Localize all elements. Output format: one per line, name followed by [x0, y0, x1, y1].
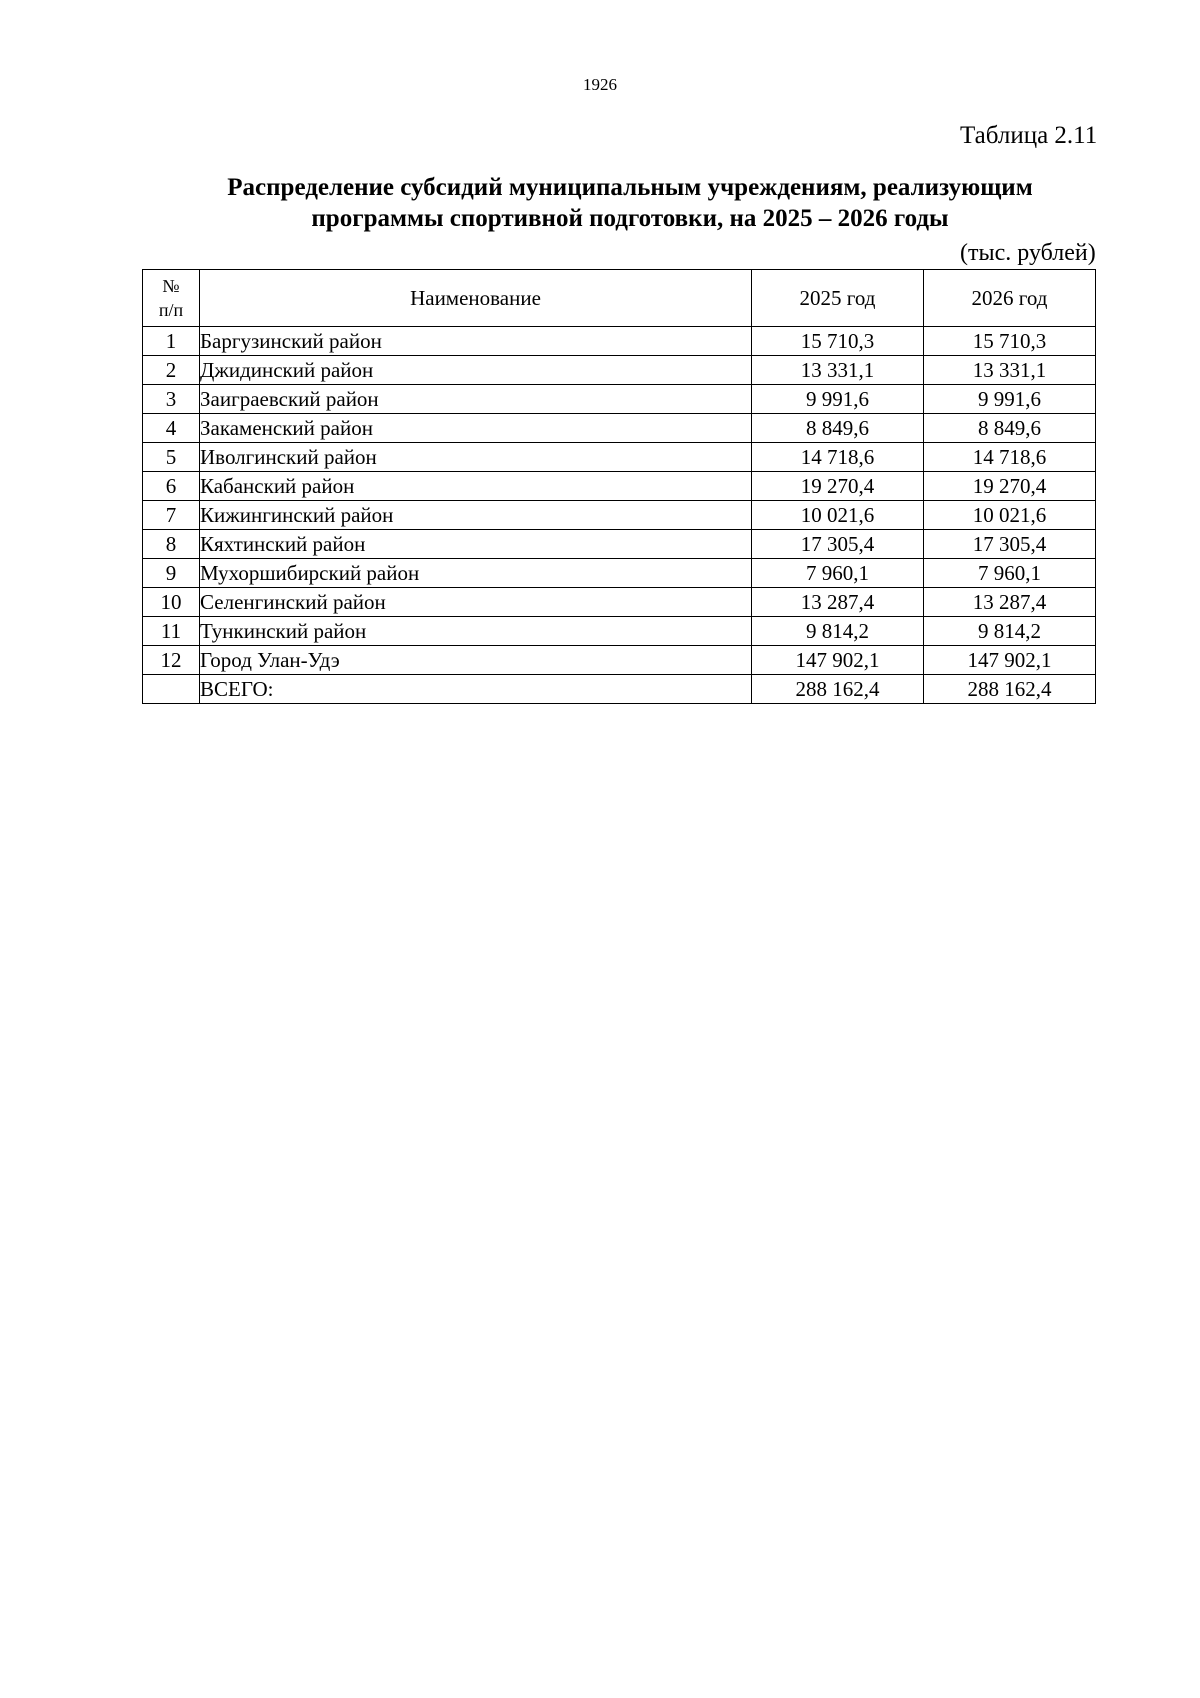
- amount-2025: 14 718,6: [752, 443, 924, 472]
- amount-2025: 15 710,3: [752, 327, 924, 356]
- amount-2025: 10 021,6: [752, 501, 924, 530]
- header-2025: 2025 год: [752, 270, 924, 327]
- row-number: 6: [143, 472, 200, 501]
- table-row: [143, 588, 1096, 617]
- title-line-2: программы спортивной подготовки, на 2025 – 2026 годы: [311, 205, 949, 232]
- units-label: (тыс. рублей): [960, 240, 1096, 266]
- amount-2026: 8 849,6: [924, 414, 1096, 443]
- amount-2026: 17 305,4: [924, 530, 1096, 559]
- row-number: 2: [143, 356, 200, 385]
- amount-2025: 288 162,4: [752, 675, 924, 704]
- amount-2025: 13 331,1: [752, 356, 924, 385]
- amount-2025: 9 991,6: [752, 385, 924, 414]
- amount-2025: 17 305,4: [752, 530, 924, 559]
- table-row: [143, 501, 1096, 530]
- table-body: [143, 327, 1096, 704]
- amount-2026: 19 270,4: [924, 472, 1096, 501]
- amount-2025: 147 902,1: [752, 646, 924, 675]
- municipality-name: Селенгинский район: [200, 588, 752, 617]
- amount-2026: 147 902,1: [924, 646, 1096, 675]
- table-row: [143, 646, 1096, 675]
- amount-2026: 13 287,4: [924, 588, 1096, 617]
- title-line-1: Распределение субсидий муниципальным учреждениям, реализующим: [227, 174, 1033, 201]
- table-total-row: [143, 675, 1096, 704]
- header-num: [143, 270, 200, 327]
- table-row: [143, 356, 1096, 385]
- amount-2026: 288 162,4: [924, 675, 1096, 704]
- amount-2026: 14 718,6: [924, 443, 1096, 472]
- row-number: 4: [143, 414, 200, 443]
- municipality-name: ВСЕГО:: [200, 675, 752, 704]
- header-2026: 2026 год: [924, 270, 1096, 327]
- row-number: 12: [143, 646, 200, 675]
- page-number: 1926: [583, 75, 617, 94]
- amount-2026: 13 331,1: [924, 356, 1096, 385]
- municipality-name: Кяхтинский район: [200, 530, 752, 559]
- municipality-name: Иволгинский район: [200, 443, 752, 472]
- table-row: [143, 617, 1096, 646]
- table-row: [143, 385, 1096, 414]
- table-label: Таблица 2.11: [960, 122, 1098, 149]
- amount-2026: 7 960,1: [924, 559, 1096, 588]
- row-number: 3: [143, 385, 200, 414]
- amount-2025: 9 814,2: [752, 617, 924, 646]
- amount-2026: 15 710,3: [924, 327, 1096, 356]
- table-row: [143, 559, 1096, 588]
- amount-2026: 10 021,6: [924, 501, 1096, 530]
- subsidies-table: [142, 269, 1096, 704]
- row-number: 9: [143, 559, 200, 588]
- row-number: 7: [143, 501, 200, 530]
- header-num-abbr: п/п: [158, 300, 184, 320]
- amount-2025: 7 960,1: [752, 559, 924, 588]
- municipality-name: Заиграевский район: [200, 385, 752, 414]
- row-number: 1: [143, 327, 200, 356]
- table-row: [143, 472, 1096, 501]
- table-header-row: [143, 270, 1096, 327]
- table-row: [143, 443, 1096, 472]
- municipality-name: Город Улан-Удэ: [200, 646, 752, 675]
- amount-2025: 19 270,4: [752, 472, 924, 501]
- row-number: 5: [143, 443, 200, 472]
- document-title: [130, 172, 1130, 234]
- table-row: [143, 530, 1096, 559]
- row-number: 8: [143, 530, 200, 559]
- amount-2026: 9 991,6: [924, 385, 1096, 414]
- header-num-symbol: №: [162, 276, 180, 296]
- amount-2025: 13 287,4: [752, 588, 924, 617]
- municipality-name: Джидинский район: [200, 356, 752, 385]
- table-row: [143, 327, 1096, 356]
- row-number: [143, 675, 200, 704]
- municipality-name: Кабанский район: [200, 472, 752, 501]
- table-row: [143, 414, 1096, 443]
- municipality-name: Баргузинский район: [200, 327, 752, 356]
- header-name: Наименование: [200, 270, 752, 327]
- amount-2025: 8 849,6: [752, 414, 924, 443]
- amount-2026: 9 814,2: [924, 617, 1096, 646]
- municipality-name: Закаменский район: [200, 414, 752, 443]
- municipality-name: Тункинский район: [200, 617, 752, 646]
- row-number: 11: [143, 617, 200, 646]
- municipality-name: Кижингинский район: [200, 501, 752, 530]
- municipality-name: Мухоршибирский район: [200, 559, 752, 588]
- row-number: 10: [143, 588, 200, 617]
